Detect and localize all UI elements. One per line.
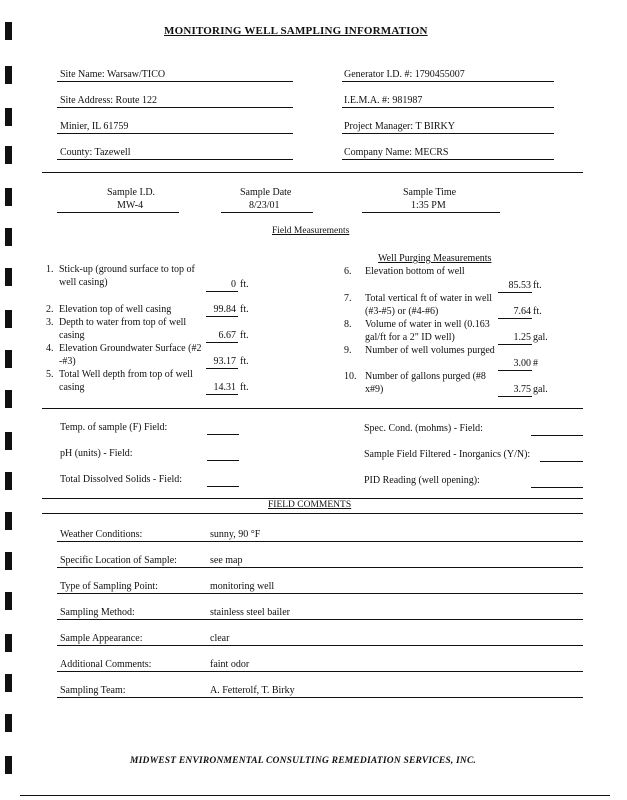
well-purging-heading: Well Purging Measurements [378, 253, 492, 264]
spec-cond-label: Spec. Cond. (mohms) - Field: [364, 423, 483, 434]
measure-10-unit: gal. [533, 384, 548, 395]
measure-10-label-2: x#9) [365, 384, 384, 395]
comment-value: stainless steel bailer [210, 607, 290, 618]
measure-1-value: 0 [231, 279, 236, 290]
binding-hole [5, 146, 12, 164]
measure-3-label-2: casing [59, 330, 85, 341]
binding-hole [5, 674, 12, 692]
site-address: Site Address: Route 122 [60, 95, 157, 106]
measure-2-num: 2. [46, 304, 54, 315]
binding-hole [5, 22, 12, 40]
measure-1-label: Stick-up (ground surface to top of [59, 264, 195, 275]
binding-hole [5, 228, 12, 246]
measure-9-num: 9. [344, 345, 352, 356]
pid-reading-blank [531, 487, 583, 488]
measure-10-label: Number of gallons purged (#8 [365, 371, 486, 382]
measure-9-label: Number of well volumes purged [365, 345, 495, 356]
measure-8-label-2: gal/ft for a 2" ID well) [365, 332, 455, 343]
binding-hole [5, 634, 12, 652]
measure-1-label-2: well casing) [59, 277, 108, 288]
measure-1-unit: ft. [240, 279, 249, 290]
measure-6-num: 6. [344, 266, 352, 277]
measure-4-num: 4. [46, 343, 54, 354]
pid-reading-label: PID Reading (well opening): [364, 475, 480, 486]
measure-7-label: Total vertical ft of water in well [365, 293, 493, 304]
comment-label: Weather Conditions: [60, 529, 143, 540]
binding-hole [5, 268, 12, 286]
binding-hole [5, 188, 12, 206]
comment-value: faint odor [210, 659, 250, 670]
field-filtered-label: Sample Field Filtered - Inorganics (Y/N): [364, 449, 531, 460]
measure-8-label: Volume of water in well (0.163 [365, 319, 490, 330]
measure-6-value: 85.53 [508, 280, 531, 291]
site-name: Site Name: Warsaw/TICO [60, 69, 166, 80]
measure-6-unit: ft. [533, 280, 542, 291]
measure-5-unit: ft. [240, 382, 249, 393]
binding-hole [5, 756, 12, 774]
measure-10-num: 10. [344, 371, 357, 382]
measure-6-label: Elevation bottom of well [365, 266, 465, 277]
comment-label: Additional Comments: [60, 659, 152, 670]
ph-field-blank [207, 460, 239, 461]
spec-cond-blank [531, 435, 583, 436]
comment-label: Sample Appearance: [60, 633, 143, 644]
county: County: Tazewell [60, 147, 131, 158]
binding-hole [5, 390, 12, 408]
measure-8-num: 8. [344, 319, 352, 330]
measure-5-label-2: casing [59, 382, 85, 393]
comment-label: Type of Sampling Point: [60, 581, 158, 592]
comment-label: Specific Location of Sample: [60, 555, 177, 566]
measure-4-value: 93.17 [213, 356, 236, 367]
comment-value: see map [210, 555, 243, 566]
measure-8-unit: gal. [533, 332, 548, 343]
measure-9-value: 3.00 [513, 358, 531, 369]
measure-5-label: Total Well depth from top of well [59, 369, 193, 380]
binding-hole [5, 350, 12, 368]
field-comments-heading: FIELD COMMENTS [268, 500, 352, 510]
project-manager: Project Manager: T BIRKY [344, 121, 456, 132]
sample-time-label: Sample Time [403, 187, 457, 198]
measure-3-value: 6.67 [218, 330, 236, 341]
measure-2-unit: ft. [240, 304, 249, 315]
measure-5-num: 5. [46, 369, 54, 380]
ph-field-label: pH (units) - Field: [60, 448, 133, 459]
field-filtered-blank [540, 461, 583, 462]
sample-id-label: Sample I.D. [107, 187, 156, 198]
measure-10-value: 3.75 [513, 384, 531, 395]
measure-4-label: Elevation Groundwater Surface (#2 [59, 343, 202, 354]
binding-hole [5, 512, 12, 530]
measure-8-value: 1.25 [513, 332, 531, 343]
measure-7-value: 7.64 [513, 306, 531, 317]
company-footer: MIDWEST ENVIRONMENTAL CONSULTING REMEDIATION SERVICES, INC. [130, 756, 477, 766]
sample-date-label: Sample Date [240, 187, 292, 198]
measure-1-num: 1. [46, 264, 54, 275]
page-title: MONITORING WELL SAMPLING INFORMATION [164, 25, 428, 37]
comment-value: A. Fetterolf, T. Birky [210, 685, 295, 696]
measure-3-label: Depth to water from top of well [59, 317, 187, 328]
binding-hole [5, 592, 12, 610]
company-name: Company Name: MECRS [344, 147, 449, 158]
measure-7-num: 7. [344, 293, 352, 304]
sample-date-value: 8/23/01 [249, 200, 280, 211]
comment-value: sunny, 90 °F [210, 529, 261, 540]
binding-hole [5, 432, 12, 450]
comment-label: Sampling Team: [60, 685, 126, 696]
sample-id-value: MW-4 [117, 200, 144, 211]
field-measurements-heading: Field Measurements [272, 226, 350, 236]
tds-field-label: Total Dissolved Solids - Field: [60, 474, 183, 485]
iema-number: I.E.M.A. #: 981987 [344, 95, 423, 106]
temp-field-label: Temp. of sample (F) Field: [60, 422, 168, 433]
measure-2-value: 99.84 [213, 304, 236, 315]
binding-hole [5, 66, 12, 84]
measure-3-unit: ft. [240, 330, 249, 341]
comment-value: monitoring well [210, 581, 275, 592]
temp-field-blank [207, 434, 239, 435]
measure-7-unit: ft. [533, 306, 542, 317]
binding-hole [5, 472, 12, 490]
binding-hole [5, 714, 12, 732]
binding-hole [5, 310, 12, 328]
measure-4-label-2: -#3) [59, 356, 76, 367]
measure-2-label: Elevation top of well casing [59, 304, 172, 315]
measure-7-label-2: (#3-#5) or (#4-#6) [365, 306, 439, 317]
measure-3-num: 3. [46, 317, 54, 328]
generator-id: Generator I.D. #: 1790455007 [344, 69, 465, 80]
sample-time-value: 1:35 PM [411, 200, 446, 211]
measure-5-value: 14.31 [213, 382, 236, 393]
city-state-zip: Minier, IL 61759 [60, 121, 129, 132]
tds-field-blank [207, 486, 239, 487]
comment-label: Sampling Method: [60, 607, 135, 618]
binding-hole [5, 552, 12, 570]
binding-hole [5, 108, 12, 126]
measure-4-unit: ft. [240, 356, 249, 367]
comment-value: clear [210, 633, 230, 644]
measure-9-unit: # [533, 358, 538, 369]
